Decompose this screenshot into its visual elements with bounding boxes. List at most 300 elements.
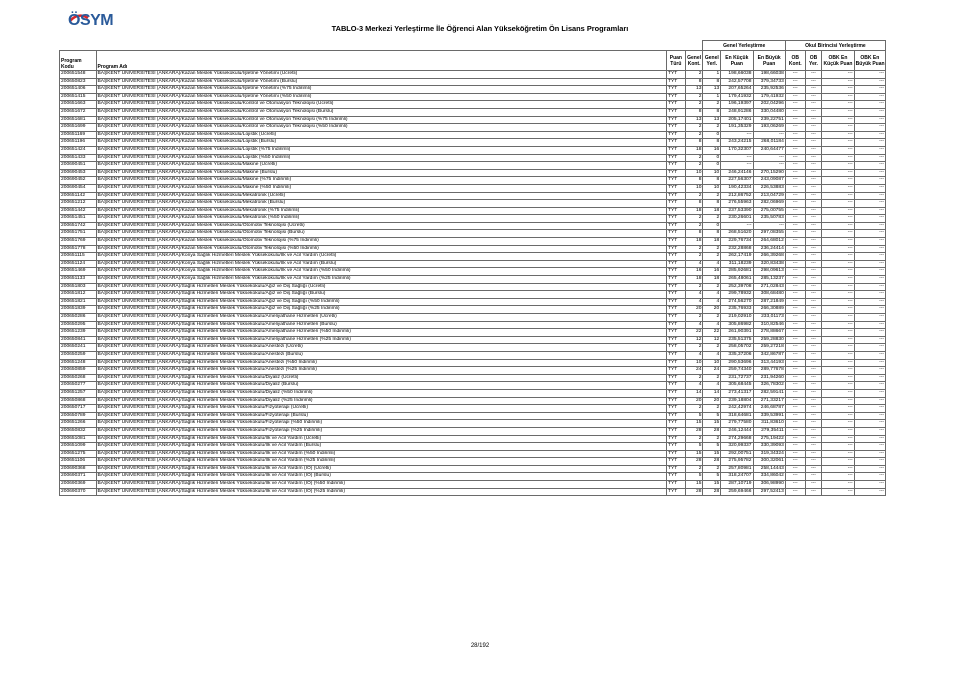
ob-kont-cell: --- (785, 420, 805, 428)
ob-yer-cell: --- (805, 200, 822, 208)
obk-en-kucuk-cell: --- (822, 488, 854, 496)
program-kodu-cell: 200651106 (60, 458, 97, 466)
ob-kont-cell: --- (785, 93, 805, 101)
en-buyuk-puan-cell: 311,83610 (753, 420, 785, 428)
ob-kont-cell: --- (785, 222, 805, 230)
genel-kont-cell: 2 (685, 374, 703, 382)
obk-en-kucuk-cell: --- (822, 93, 854, 101)
ob-kont-cell: --- (785, 245, 805, 253)
en-kucuk-puan-cell: 292,00751 (721, 450, 753, 458)
puan-turu-cell: TYT (666, 306, 685, 314)
puan-turu-cell: TYT (666, 116, 685, 124)
obk-en-kucuk-cell: --- (822, 200, 854, 208)
genel-yerl-cell: 2 (703, 314, 721, 322)
genel-yerl-cell: 4 (703, 382, 721, 390)
ob-yer-cell: --- (805, 314, 822, 322)
obk-en-kucuk-cell: --- (822, 306, 854, 314)
program-adi-cell: BAŞKENT ÜNİVERSİTESİ (ANKARA)/Kazan Meslek Yüksekokulu/Mekatronik (%75 İndirimli) (96, 207, 666, 215)
program-kodu-cell: 200651081 (60, 435, 97, 443)
obk-en-kucuk-cell: --- (822, 359, 854, 367)
program-adi-cell: BAŞKENT ÜNİVERSİTESİ (ANKARA)/Kazan Meslek Yüksekokulu/Otomotiv Teknolojisi (%75 İndirimli) (96, 238, 666, 246)
ob-yer-cell: --- (805, 71, 822, 79)
header-en-buyuk-puan: En Büyük Puan (753, 51, 785, 71)
ob-kont-cell: --- (785, 359, 805, 367)
program-kodu-cell: 200651142 (60, 192, 97, 200)
header-en-kucuk-puan: En Küçük Puan (721, 51, 753, 71)
genel-yerl-cell: 1 (703, 71, 721, 79)
puan-turu-cell: TYT (666, 184, 685, 192)
obk-en-buyuk-cell: --- (854, 382, 885, 390)
puan-turu-cell: TYT (666, 443, 685, 451)
genel-yerl-cell: 2 (703, 253, 721, 261)
obk-en-buyuk-cell: --- (854, 389, 885, 397)
ob-yer-cell: --- (805, 298, 822, 306)
en-buyuk-puan-cell: 308,68480 (753, 291, 785, 299)
ob-kont-cell: --- (785, 184, 805, 192)
genel-kont-cell: 2 (685, 192, 703, 200)
genel-yerl-cell: 0 (703, 154, 721, 162)
genel-kont-cell: 18 (685, 207, 703, 215)
genel-kont-cell: 28 (685, 488, 703, 496)
puan-turu-cell: TYT (666, 488, 685, 496)
en-kucuk-puan-cell: 305,86982 (721, 321, 753, 329)
puan-turu-cell: TYT (666, 450, 685, 458)
program-adi-cell: BAŞKENT ÜNİVERSİTESİ (ANKARA)/Sağlık Hizmetleri Meslek Yüksekokulu/Diyaliz (%50 İndirimli) (96, 389, 666, 397)
obk-en-buyuk-cell: --- (854, 124, 885, 132)
program-adi-cell: BAŞKENT ÜNİVERSİTESİ (ANKARA)/Kazan Meslek Yüksekokulu/İşletme Yönetimi (Burslu) (96, 78, 666, 86)
table-row (60, 450, 886, 458)
en-kucuk-puan-cell: 285,92681 (721, 268, 753, 276)
obk-en-kucuk-cell: --- (822, 222, 854, 230)
program-adi-cell: BAŞKENT ÜNİVERSİTESİ (ANKARA)/Konya Sağlık Hizmetleri Meslek Yüksekokulu/İlk ve Acil Yardım (Ücretli) (96, 253, 666, 261)
en-buyuk-puan-cell: 270,15290 (753, 169, 785, 177)
genel-yerl-cell: 8 (703, 108, 721, 116)
table-row (60, 154, 886, 162)
table-row (60, 314, 886, 322)
table-row (60, 78, 886, 86)
program-adi-cell: BAŞKENT ÜNİVERSİTESİ (ANKARA)/Sağlık Hizmetleri Meslek Yüksekokulu/Diyaliz (Ücretli) (96, 374, 666, 382)
puan-turu-cell: TYT (666, 101, 685, 109)
program-kodu-cell: 200651196 (60, 139, 97, 147)
program-kodu-cell: 200651124 (60, 260, 97, 268)
ob-yer-cell: --- (805, 276, 822, 284)
program-kodu-cell: 200651248 (60, 359, 97, 367)
program-kodu-cell: 200651681 (60, 116, 97, 124)
program-adi-cell: BAŞKENT ÜNİVERSİTESİ (ANKARA)/Sağlık Hizmetleri Meslek Yüksekokulu/Diyaliz (%25 İndirimli) (96, 397, 666, 405)
en-kucuk-puan-cell: 235,51375 (721, 336, 753, 344)
genel-kont-cell: 2 (685, 465, 703, 473)
program-kodu-cell: 200690370 (60, 488, 97, 496)
obk-en-buyuk-cell: --- (854, 351, 885, 359)
ob-yer-cell: --- (805, 374, 822, 382)
table-row (60, 200, 886, 208)
genel-kont-cell: 2 (685, 344, 703, 352)
obk-en-buyuk-cell: --- (854, 192, 885, 200)
program-adi-cell: BAŞKENT ÜNİVERSİTESİ (ANKARA)/Kazan Meslek Yüksekokulu/İşletme Yönetimi (%75 İndirimli) (96, 86, 666, 94)
ob-kont-cell: --- (785, 71, 805, 79)
ob-yer-cell: --- (805, 389, 822, 397)
ob-kont-cell: --- (785, 139, 805, 147)
genel-kont-cell: 20 (685, 306, 703, 314)
genel-kont-cell: 8 (685, 200, 703, 208)
program-kodu-cell: 200690371 (60, 473, 97, 481)
program-kodu-cell: 200651424 (60, 146, 97, 154)
program-adi-cell: BAŞKENT ÜNİVERSİTESİ (ANKARA)/Sağlık Hizmetleri Meslek Yüksekokulu/Fizyoterapi (%25 İndirimli) (96, 427, 666, 435)
table-row (60, 131, 886, 139)
obk-en-buyuk-cell: --- (854, 200, 885, 208)
en-kucuk-puan-cell: 287,10719 (721, 481, 753, 489)
genel-kont-cell: 8 (685, 78, 703, 86)
program-adi-cell: BAŞKENT ÜNİVERSİTESİ (ANKARA)/Kazan Meslek Yüksekokulu/Makine (%50 İndirimli) (96, 184, 666, 192)
puan-turu-cell: TYT (666, 359, 685, 367)
genel-yerl-cell: 5 (703, 412, 721, 420)
genel-kont-cell: 10 (685, 359, 703, 367)
program-adi-cell: BAŞKENT ÜNİVERSİTESİ (ANKARA)/Kazan Meslek Yüksekokulu/Otomotiv Teknolojisi (Burslu) (96, 230, 666, 238)
en-kucuk-puan-cell: 198,66038 (721, 71, 753, 79)
en-buyuk-puan-cell: 282,06969 (753, 200, 785, 208)
program-kodu-cell: 200650259 (60, 351, 97, 359)
obk-en-kucuk-cell: --- (822, 374, 854, 382)
en-buyuk-puan-cell: 226,53883 (753, 184, 785, 192)
obk-en-kucuk-cell: --- (822, 215, 854, 223)
program-adi-cell: BAŞKENT ÜNİVERSİTESİ (ANKARA)/Sağlık Hizmetleri Meslek Yüksekokulu/Ağız ve Diş Sağlığı (Burslu) (96, 291, 666, 299)
program-adi-cell: BAŞKENT ÜNİVERSİTESİ (ANKARA)/Sağlık Hizmetleri Meslek Yüksekokulu/Anestezi (Burslu) (96, 351, 666, 359)
en-kucuk-puan-cell: 179,41932 (721, 93, 753, 101)
en-kucuk-puan-cell: 191,35329 (721, 124, 753, 132)
genel-yerl-cell: 2 (703, 101, 721, 109)
ob-yer-cell: --- (805, 192, 822, 200)
genel-yerl-cell: 2 (703, 245, 721, 253)
header-genel-yerl: Genel Yerl. (703, 51, 721, 71)
genel-kont-cell: 4 (685, 351, 703, 359)
genel-kont-cell: 12 (685, 336, 703, 344)
obk-en-kucuk-cell: --- (822, 78, 854, 86)
obk-en-buyuk-cell: --- (854, 101, 885, 109)
en-buyuk-puan-cell: 278,88667 (753, 329, 785, 337)
en-buyuk-puan-cell: 259,27218 (753, 344, 785, 352)
genel-kont-cell: 16 (685, 268, 703, 276)
ob-yer-cell: --- (805, 427, 822, 435)
program-adi-cell: BAŞKENT ÜNİVERSİTESİ (ANKARA)/Kazan Meslek Yüksekokulu/Kontrol ve Otomasyon Teknolojisi (%75 İndirimli) (96, 116, 666, 124)
genel-kont-cell: 24 (685, 367, 703, 375)
table-row (60, 101, 886, 109)
en-buyuk-puan-cell: 243,09087 (753, 177, 785, 185)
en-kucuk-puan-cell: 170,32307 (721, 146, 753, 154)
ob-kont-cell: --- (785, 146, 805, 154)
obk-en-buyuk-cell: --- (854, 207, 885, 215)
table-row (60, 488, 886, 496)
table-row (60, 71, 886, 79)
obk-en-buyuk-cell: --- (854, 245, 885, 253)
en-buyuk-puan-cell: 240,64477 (753, 146, 785, 154)
en-kucuk-puan-cell: 305,68445 (721, 382, 753, 390)
obk-en-kucuk-cell: --- (822, 207, 854, 215)
genel-kont-cell: 2 (685, 245, 703, 253)
puan-turu-cell: TYT (666, 389, 685, 397)
obk-en-buyuk-cell: --- (854, 260, 885, 268)
ob-kont-cell: --- (785, 389, 805, 397)
genel-yerl-cell: 5 (703, 473, 721, 481)
genel-kont-cell: 2 (685, 101, 703, 109)
obk-en-kucuk-cell: --- (822, 253, 854, 261)
obk-en-buyuk-cell: --- (854, 397, 885, 405)
ob-yer-cell: --- (805, 329, 822, 337)
obk-en-buyuk-cell: --- (854, 298, 885, 306)
puan-turu-cell: TYT (666, 108, 685, 116)
obk-en-buyuk-cell: --- (854, 458, 885, 466)
genel-yerl-cell: 4 (703, 321, 721, 329)
ob-yer-cell: --- (805, 93, 822, 101)
obk-en-buyuk-cell: --- (854, 146, 885, 154)
en-buyuk-puan-cell: 342,86787 (753, 351, 785, 359)
en-buyuk-puan-cell: 282,59141 (753, 389, 785, 397)
table-row (60, 329, 886, 337)
obk-en-buyuk-cell: --- (854, 420, 885, 428)
en-kucuk-puan-cell: 246,12444 (721, 427, 753, 435)
program-adi-cell: BAŞKENT ÜNİVERSİTESİ (ANKARA)/Sağlık Hizmetleri Meslek Yüksekokulu/Fizyoterapi (Ücretli) (96, 405, 666, 413)
obk-en-buyuk-cell: --- (854, 321, 885, 329)
genel-yerl-cell: 13 (703, 86, 721, 94)
program-kodu-cell: 200651442 (60, 207, 97, 215)
obk-en-kucuk-cell: --- (822, 230, 854, 238)
obk-en-buyuk-cell: --- (854, 71, 885, 79)
genel-yerl-cell: 2 (703, 374, 721, 382)
genel-kont-cell: 5 (685, 443, 703, 451)
ob-kont-cell: --- (785, 443, 805, 451)
genel-yerl-cell: 28 (703, 427, 721, 435)
puan-turu-cell: TYT (666, 146, 685, 154)
program-kodu-cell: 200650859 (60, 367, 97, 375)
en-kucuk-puan-cell: 279,77580 (721, 420, 753, 428)
genel-kont-cell: 28 (685, 458, 703, 466)
genel-yerl-cell: 18 (703, 276, 721, 284)
genel-yerl-cell: 16 (703, 146, 721, 154)
program-kodu-cell: 200651803 (60, 283, 97, 291)
genel-kont-cell: 2 (685, 131, 703, 139)
obk-en-kucuk-cell: --- (822, 344, 854, 352)
en-kucuk-puan-cell: 318,64681 (721, 412, 753, 420)
ob-kont-cell: --- (785, 382, 805, 390)
ob-kont-cell: --- (785, 427, 805, 435)
en-kucuk-puan-cell: 248,91286 (721, 108, 753, 116)
ob-yer-cell: --- (805, 405, 822, 413)
ob-yer-cell: --- (805, 124, 822, 132)
en-buyuk-puan-cell: 258,14443 (753, 465, 785, 473)
genel-yerl-cell: 28 (703, 458, 721, 466)
genel-kont-cell: 13 (685, 86, 703, 94)
ob-yer-cell: --- (805, 177, 822, 185)
ob-kont-cell: --- (785, 260, 805, 268)
program-kodu-cell: 200651751 (60, 230, 97, 238)
genel-yerl-cell: 24 (703, 367, 721, 375)
table-row (60, 336, 886, 344)
program-kodu-cell: 200650717 (60, 405, 97, 413)
program-kodu-cell: 200650789 (60, 412, 97, 420)
ob-kont-cell: --- (785, 351, 805, 359)
table-row (60, 374, 886, 382)
program-kodu-cell: 200651169 (60, 131, 97, 139)
obk-en-kucuk-cell: --- (822, 473, 854, 481)
ob-kont-cell: --- (785, 367, 805, 375)
ob-yer-cell: --- (805, 162, 822, 170)
genel-kont-cell: 2 (685, 283, 703, 291)
puan-turu-cell: TYT (666, 124, 685, 132)
table-row (60, 443, 886, 451)
en-kucuk-puan-cell: --- (721, 222, 753, 230)
ob-yer-cell: --- (805, 382, 822, 390)
table-row (60, 481, 886, 489)
table-row (60, 367, 886, 375)
obk-en-kucuk-cell: --- (822, 405, 854, 413)
obk-en-kucuk-cell: --- (822, 154, 854, 162)
genel-yerl-cell: 2 (703, 124, 721, 132)
program-adi-cell: BAŞKENT ÜNİVERSİTESİ (ANKARA)/Sağlık Hizmetleri Meslek Yüksekokulu/Ameliyathane Hizmetleri (%50 İndirimli) (96, 329, 666, 337)
ob-yer-cell: --- (805, 116, 822, 124)
table-row (60, 253, 886, 261)
genel-yerl-cell: 8 (703, 200, 721, 208)
en-buyuk-puan-cell: 193,06269 (753, 124, 785, 132)
program-kodu-cell: 200651266 (60, 420, 97, 428)
en-kucuk-puan-cell: 212,86752 (721, 192, 753, 200)
genel-yerl-cell: 10 (703, 184, 721, 192)
program-adi-cell: BAŞKENT ÜNİVERSİTESİ (ANKARA)/Sağlık Hizmetleri Meslek Yüksekokulu/Ağız ve Diş Sağlığı (%50 İndirimli) (96, 298, 666, 306)
en-kucuk-puan-cell: --- (721, 154, 753, 162)
ob-kont-cell: --- (785, 124, 805, 132)
genel-yerl-cell: 4 (703, 291, 721, 299)
obk-en-kucuk-cell: --- (822, 458, 854, 466)
ob-kont-cell: --- (785, 276, 805, 284)
en-buyuk-puan-cell: 297,52413 (753, 488, 785, 496)
obk-en-buyuk-cell: --- (854, 314, 885, 322)
puan-turu-cell: TYT (666, 435, 685, 443)
program-kodu-cell: 200651239 (60, 329, 97, 337)
program-kodu-cell: 200651821 (60, 298, 97, 306)
en-buyuk-puan-cell: 287,21849 (753, 298, 785, 306)
page-title: TABLO-3 Merkezi Yerleştirme İle Öğrenci Alan Yükseköğretim Ön Lisans Programları (331, 24, 629, 33)
genel-kont-cell: 4 (685, 291, 703, 299)
obk-en-kucuk-cell: --- (822, 465, 854, 473)
ob-kont-cell: --- (785, 397, 805, 405)
table-row (60, 207, 886, 215)
program-adi-cell: BAŞKENT ÜNİVERSİTESİ (ANKARA)/Sağlık Hizmetleri Meslek Yüksekokulu/İlk ve Acil Yardım (İÖ) (%25 İndirimli) (96, 488, 666, 496)
obk-en-buyuk-cell: --- (854, 329, 885, 337)
header-blank (685, 41, 703, 51)
ob-yer-cell: --- (805, 101, 822, 109)
program-kodu-cell: 200650277 (60, 382, 97, 390)
genel-yerl-cell: 15 (703, 481, 721, 489)
genel-kont-cell: 2 (685, 162, 703, 170)
ob-yer-cell: --- (805, 397, 822, 405)
program-adi-cell: BAŞKENT ÜNİVERSİTESİ (ANKARA)/Sağlık Hizmetleri Meslek Yüksekokulu/Fizyoterapi (%50 İndirimli) (96, 420, 666, 428)
en-kucuk-puan-cell: 196,19397 (721, 101, 753, 109)
obk-en-kucuk-cell: --- (822, 124, 854, 132)
program-adi-cell: BAŞKENT ÜNİVERSİTESİ (ANKARA)/Sağlık Hizmetleri Meslek Yüksekokulu/Diyaliz (Burslu) (96, 382, 666, 390)
puan-turu-cell: TYT (666, 291, 685, 299)
genel-kont-cell: 18 (685, 146, 703, 154)
genel-yerl-cell: 2 (703, 215, 721, 223)
puan-turu-cell: TYT (666, 298, 685, 306)
en-kucuk-puan-cell: 205,17401 (721, 116, 753, 124)
genel-yerl-cell: 12 (703, 336, 721, 344)
osym-logo-text: ÖSYM (68, 12, 114, 29)
table-row (60, 108, 886, 116)
obk-en-buyuk-cell: --- (854, 405, 885, 413)
en-buyuk-puan-cell: 279,35411 (753, 427, 785, 435)
puan-turu-cell: TYT (666, 93, 685, 101)
en-buyuk-puan-cell: 259,28830 (753, 336, 785, 344)
puan-turu-cell: TYT (666, 420, 685, 428)
ob-kont-cell: --- (785, 458, 805, 466)
ob-yer-cell: --- (805, 412, 822, 420)
obk-en-kucuk-cell: --- (822, 146, 854, 154)
en-buyuk-puan-cell: 297,08355 (753, 230, 785, 238)
en-kucuk-puan-cell: 229,76734 (721, 238, 753, 246)
program-kodu-cell: 200651672 (60, 108, 97, 116)
program-kodu-cell: 200651548 (60, 71, 97, 79)
obk-en-kucuk-cell: --- (822, 260, 854, 268)
en-buyuk-puan-cell: 233,01173 (753, 314, 785, 322)
program-kodu-cell: 200650823 (60, 78, 97, 86)
table-row (60, 139, 886, 147)
puan-turu-cell: TYT (666, 78, 685, 86)
program-kodu-cell: 200650841 (60, 336, 97, 344)
program-adi-cell: BAŞKENT ÜNİVERSİTESİ (ANKARA)/Kazan Meslek Yüksekokulu/Lojistik (%50 İndirimli) (96, 154, 666, 162)
en-buyuk-puan-cell: 310,82546 (753, 321, 785, 329)
obk-en-buyuk-cell: --- (854, 336, 885, 344)
header-program-adi: Program Adı (96, 51, 666, 71)
genel-yerl-cell: 2 (703, 435, 721, 443)
ob-yer-cell: --- (805, 207, 822, 215)
obk-en-kucuk-cell: --- (822, 389, 854, 397)
ob-kont-cell: --- (785, 344, 805, 352)
genel-kont-cell: 20 (685, 397, 703, 405)
genel-yerl-cell: 8 (703, 177, 721, 185)
obk-en-buyuk-cell: --- (854, 162, 885, 170)
puan-turu-cell: TYT (666, 405, 685, 413)
header-group-general: Genel Yerleştirme (703, 41, 785, 51)
obk-en-kucuk-cell: --- (822, 238, 854, 246)
en-buyuk-puan-cell: 235,50783 (753, 215, 785, 223)
en-buyuk-puan-cell: 202,04296 (753, 101, 785, 109)
program-adi-cell: BAŞKENT ÜNİVERSİTESİ (ANKARA)/Sağlık Hizmetleri Meslek Yüksekokulu/Ameliyathane Hizmetleri (Burslu) (96, 321, 666, 329)
genel-yerl-cell: 0 (703, 131, 721, 139)
obk-en-buyuk-cell: --- (854, 481, 885, 489)
program-kodu-cell: 200650868 (60, 397, 97, 405)
ob-kont-cell: --- (785, 329, 805, 337)
ob-yer-cell: --- (805, 154, 822, 162)
obk-en-kucuk-cell: --- (822, 276, 854, 284)
table-row (60, 435, 886, 443)
program-adi-cell: BAŞKENT ÜNİVERSİTESİ (ANKARA)/Kazan Meslek Yüksekokulu/Mekatronik (%50 İndirimli) (96, 215, 666, 223)
program-kodu-cell: 200651133 (60, 276, 97, 284)
table-row (60, 291, 886, 299)
header-blank (666, 41, 685, 51)
obk-en-buyuk-cell: --- (854, 116, 885, 124)
program-kodu-cell: 200690369 (60, 481, 97, 489)
genel-yerl-cell: 10 (703, 359, 721, 367)
genel-kont-cell: 5 (685, 412, 703, 420)
obk-en-buyuk-cell: --- (854, 450, 885, 458)
ob-kont-cell: --- (785, 321, 805, 329)
en-kucuk-puan-cell: 299,78932 (721, 291, 753, 299)
header-blank (60, 41, 97, 51)
ob-kont-cell: --- (785, 283, 805, 291)
genel-yerl-cell: 8 (703, 230, 721, 238)
genel-yerl-cell: 4 (703, 260, 721, 268)
genel-kont-cell: 8 (685, 139, 703, 147)
ob-yer-cell: --- (805, 458, 822, 466)
obk-en-kucuk-cell: --- (822, 314, 854, 322)
